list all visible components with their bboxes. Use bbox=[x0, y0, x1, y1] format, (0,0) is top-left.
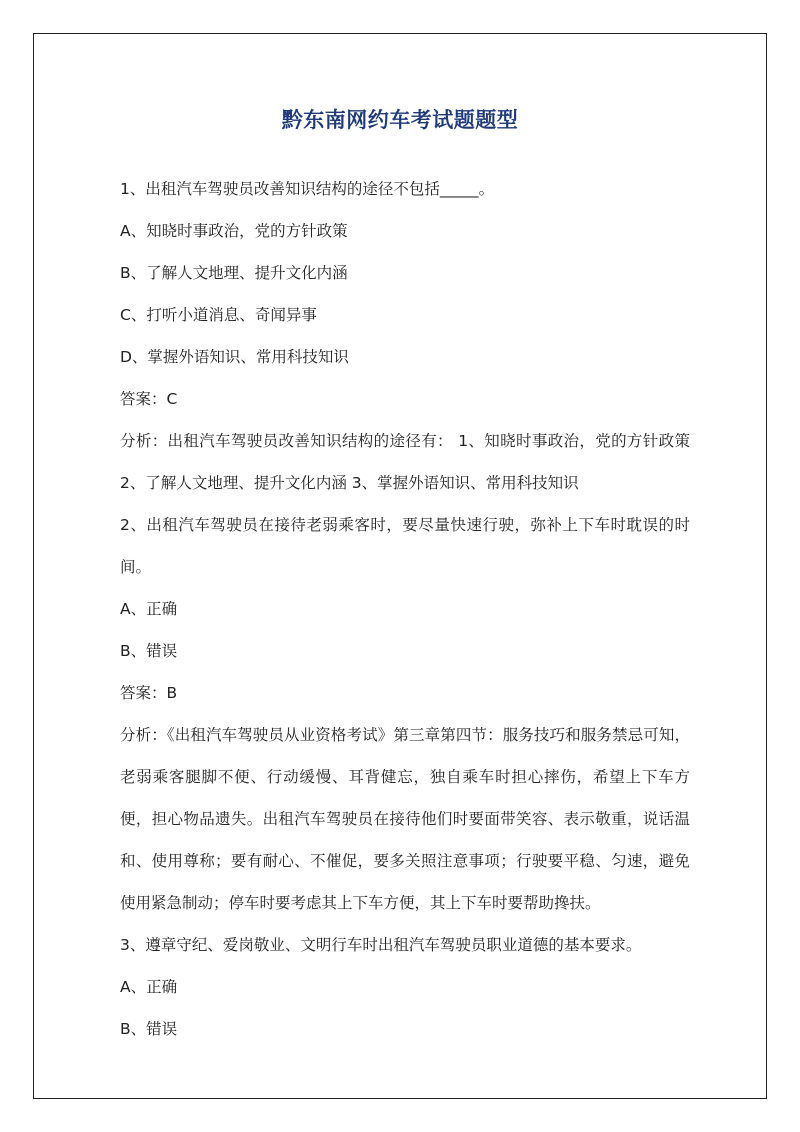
question-1: 1、出租汽车驾驶员改善知识结构的途径不包括_____。 bbox=[120, 180, 495, 198]
question-2-answer: 答案：B bbox=[120, 684, 178, 702]
question-1-option-a: A、知晓时事政治，党的方针政策 bbox=[120, 222, 348, 240]
question-2: 2、出租汽车驾驶员在接待老弱乘客时，要尽量快速行驶，弥补上下车时耽误的时间。 bbox=[120, 516, 690, 576]
document-title: 黔东南网约车考试题题型 bbox=[281, 108, 519, 132]
question-1-answer: 答案：C bbox=[120, 390, 178, 408]
question-2-option-b: B、错误 bbox=[120, 642, 178, 660]
question-1-analysis: 分析：出租汽车驾驶员改善知识结构的途径有： 1、知晓时事政治，党的方针政策 2、了解人文地理、提升文化内涵 3、掌握外语知识、常用科技知识 bbox=[120, 432, 690, 492]
question-2-analysis: 分析：《出租汽车驾驶员从业资格考试》第三章第四节：服务技巧和服务禁忌可知，老弱乘客腿脚不便、行动缓慢、耳背健忘，独自乘车时担心摔伤，希望上下车方便，担心物品遗失。出租汽车驾驶员在接待他们时要面带笑容、表示敬重，说话温和、使用尊称；要有耐心、不催促，要多关照注意事项；行驶要平稳、匀速，避免使用紧急制动；停车时要考虑其上下车方便，其上下车时要帮助搀扶。 bbox=[120, 726, 690, 912]
question-3-option-b: B、错误 bbox=[120, 1020, 178, 1038]
question-1-option-c: C、打听小道消息、奇闻异事 bbox=[120, 306, 317, 324]
document-body bbox=[120, 168, 690, 1050]
question-1-option-b: B、了解人文地理、提升文化内涵 bbox=[120, 264, 348, 282]
question-1-option-d: D、掌握外语知识、常用科技知识 bbox=[120, 348, 349, 366]
question-3: 3、遵章守纪、爱岗敬业、文明行车时出租汽车驾驶员职业道德的基本要求。 bbox=[120, 936, 642, 954]
question-3-option-a: A、正确 bbox=[120, 978, 178, 996]
question-2-option-a: A、正确 bbox=[120, 600, 178, 618]
